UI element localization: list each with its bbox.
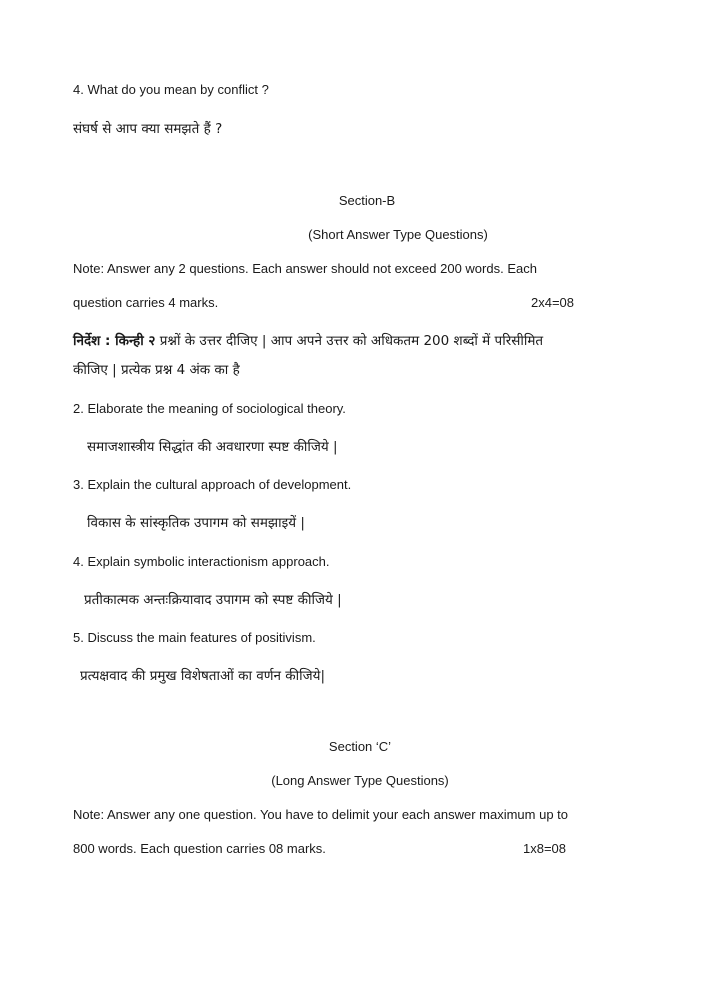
section-b-marks: 2x4=08 [531,295,575,310]
question-4b-hindi: प्रतीकात्मक अन्तःक्रियावाद उपागम को स्पष्ट कीजिये | [84,592,342,608]
section-c-note-line1: Note: Answer any one question. You have to delimit your each answer maximum up to [73,807,569,822]
question-2-hindi: समाजशास्त्रीय सिद्धांत की अवधारणा स्पष्ट कीजिये | [87,439,338,455]
section-c-marks: 1x8=08 [523,841,567,856]
section-b-note-line2: question carries 4 marks. [73,295,219,310]
section-c-note-line2: 800 words. Each question carries 08 marks. [73,841,326,856]
question-4-english: 4. What do you mean by conflict ? [73,82,269,97]
question-3-english: 3. Explain the cultural approach of development. [73,477,352,492]
hindi-note-text: प्रश्नों के उत्तर दीजिए | आप अपने उत्तर को अधिकतम 200 शब्दों में परिसीमित [155,333,544,349]
section-c-title: Section ‘C’ [328,739,392,754]
section-b-title: Section-B [338,193,396,208]
question-2-english: 2. Elaborate the meaning of sociological theory. [73,401,346,416]
section-c-subtitle: (Long Answer Type Questions) [271,773,449,788]
section-b-hindi-note-line1 [73,331,543,351]
question-3-hindi: विकास के सांस्कृतिक उपागम को समझाइयें | [87,515,305,531]
section-b-subtitle: (Short Answer Type Questions) [308,227,488,242]
section-b-note-line1: Note: Answer any 2 questions. Each answer should not exceed 200 words. Each [73,261,537,276]
question-4b-english: 4. Explain symbolic interactionism approach. [73,554,330,569]
section-b-hindi-note-line2: कीजिए | प्रत्येक प्रश्न 4 अंक का है [73,362,240,378]
hindi-note-label: निर्देश : किन्ही २ [73,333,156,349]
question-5-english: 5. Discuss the main features of positivism. [73,630,316,645]
question-4-hindi: संघर्ष से आप क्या समझते हैं ? [73,121,223,137]
question-5-hindi: प्रत्यक्षवाद की प्रमुख विशेषताओं का वर्णन कीजिये| [80,668,326,684]
